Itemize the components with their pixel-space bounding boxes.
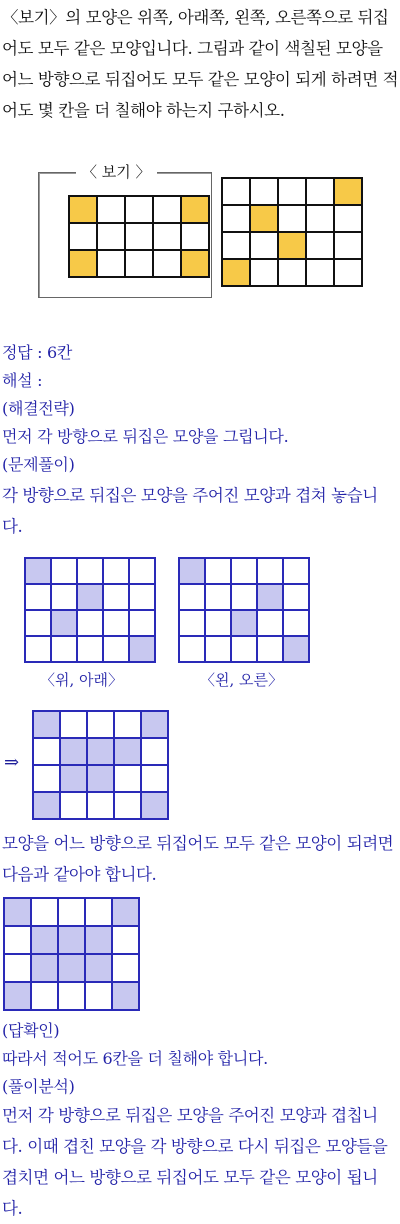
grid-cell-filled [78,585,104,611]
grid-cell [251,260,279,287]
grid-cell-filled [86,927,113,955]
strategy-label: (해결전략) [2,399,75,418]
grid-cell [98,224,126,251]
grid-cell [126,197,154,224]
grid-cell [26,637,52,663]
grid-cell [126,251,154,278]
strategy-text: 먼저 각 방향으로 뒤집은 모양을 그립니다. [2,427,289,446]
grid-cell [34,739,61,766]
grid-cell-filled [88,739,115,766]
grid-cell [32,899,59,927]
grid-cell-filled [115,739,142,766]
grid-cell [232,559,258,585]
grid-cell-filled [182,251,210,278]
grid-cell-filled [32,927,59,955]
grid-cell [98,197,126,224]
grid-cell [307,206,335,233]
solve-text: 각 방향으로 뒤집은 모양을 주어진 모양과 겹쳐 놓습니다. [2,486,378,536]
grid-cell-filled [32,955,59,983]
grid-cell [126,224,154,251]
grid-cell-filled [70,197,98,224]
grid-cell [142,766,169,793]
combined-grid [32,710,169,820]
problem-grid [221,177,363,287]
grid-cell [113,955,140,983]
grid-cell [279,206,307,233]
flip-updown-grid [24,557,156,663]
grid-cell [59,899,86,927]
grid-cell-filled [26,559,52,585]
grid-cell [115,712,142,739]
grid-cell [335,233,363,260]
grid-cell [335,260,363,287]
grid-cell [258,637,284,663]
grid-cell [88,793,115,820]
grid-cell [130,585,156,611]
grid-cell [180,585,206,611]
grid-cell [223,179,251,206]
grid-cell [52,585,78,611]
final-grid [3,897,140,1011]
grid-cell-filled [113,899,140,927]
grid-cell-filled [61,766,88,793]
grid-cell [52,559,78,585]
grid-cell [59,983,86,1011]
example-grid [68,195,210,278]
grid-cell-filled [5,983,32,1011]
grid-cell [335,206,363,233]
grid-cell [86,899,113,927]
grid-cell [251,233,279,260]
grid-cell-filled [335,179,363,206]
grid-cell [5,927,32,955]
grid-cell [26,585,52,611]
example-box-title: 〈 보기 〉 [76,162,157,182]
grid-cell [130,559,156,585]
grid-cell [180,611,206,637]
grid-cell-filled [279,233,307,260]
grid-cell-filled [70,251,98,278]
grid-cell [284,559,310,585]
grid-cell-filled [284,637,310,663]
grid-cell [113,927,140,955]
grid-cell-filled [232,611,258,637]
grid-cell [307,179,335,206]
grid-cell [251,179,279,206]
grid-cell [223,233,251,260]
grid-cell [258,611,284,637]
grid-cell [206,559,232,585]
grid-cell [26,611,52,637]
grid-cell [206,585,232,611]
grid-cell [115,766,142,793]
grid-cell [154,251,182,278]
grid-cell [61,712,88,739]
question-text: 〈보기〉의 모양은 위쪽, 아래쪽, 왼쪽, 오른쪽으로 뒤집어도 모두 같은 모양입니다. 그림과 같이 색칠된 모양을 어느 방향으로 뒤집어도 모두 같은 모양이 되게 하려면 적어도 몇 칸을 더 칠해야 하는지 구하시오. [2,8,399,120]
grid-cell [104,559,130,585]
grid-cell [307,233,335,260]
grid-cell [78,611,104,637]
grid-cell [104,585,130,611]
grid-cell [232,637,258,663]
grid-cell-filled [88,766,115,793]
grid-cell [130,611,156,637]
grid-cell-filled [113,983,140,1011]
check-label: (답확인) [2,1021,60,1040]
grid-cell [32,983,59,1011]
grid-cell [88,712,115,739]
grid-cell [223,206,251,233]
grid-cell-filled [59,927,86,955]
grid-cell-filled [182,197,210,224]
analysis-label: (풀이분석) [2,1077,75,1096]
grid-cell [78,559,104,585]
grid-cell [104,611,130,637]
solve-label: (문제풀이) [2,455,75,474]
grid-cell [70,224,98,251]
grid-cell [78,637,104,663]
grid-cell-filled [130,637,156,663]
grid-cell [61,793,88,820]
grid-cell [182,224,210,251]
grid-cell [206,611,232,637]
grid-cell [232,585,258,611]
flip-leftright-caption: 〈왼, 오른〉 [200,671,284,689]
grid-cell [180,637,206,663]
grid-cell-filled [180,559,206,585]
grid-cell-filled [223,260,251,287]
grid-cell [307,260,335,287]
grid-cell-filled [258,585,284,611]
check-text: 따라서 적어도 6칸을 더 칠해야 합니다. [2,1049,268,1068]
grid-cell [258,559,284,585]
grid-cell-filled [61,739,88,766]
grid-cell [284,585,310,611]
grid-cell [86,983,113,1011]
grid-cell-filled [34,793,61,820]
analysis-text: 먼저 각 방향으로 뒤집은 모양을 주어진 모양과 겹칩니다. 이때 겹친 모양을 각 방향으로 다시 뒤집은 모양들을 겹치면 어느 방향으로 뒤집어도 모두 같은 모양이 됩니다. [2,1106,388,1218]
grid-cell [5,955,32,983]
result-text: 모양을 어느 방향으로 뒤집어도 모두 같은 모양이 되려면 다음과 같아야 합니다. [2,834,394,884]
grid-cell [104,637,130,663]
flip-leftright-grid [178,557,310,663]
grid-cell-filled [86,955,113,983]
grid-cell-filled [59,955,86,983]
grid-cell [98,251,126,278]
grid-cell [154,224,182,251]
arrow-symbol: ⇒ [4,752,20,773]
grid-cell-filled [142,712,169,739]
flip-updown-caption: 〈위, 아래〉 [40,671,124,689]
explanation-label: 해설 : [2,371,43,390]
grid-cell [284,611,310,637]
grid-cell-filled [251,206,279,233]
grid-cell [52,637,78,663]
grid-cell [142,739,169,766]
grid-cell-filled [34,712,61,739]
grid-cell-filled [5,899,32,927]
grid-cell-filled [142,793,169,820]
grid-cell [206,637,232,663]
grid-cell [115,793,142,820]
grid-cell [154,197,182,224]
grid-cell [279,179,307,206]
grid-cell [34,766,61,793]
answer-text: 정답 : 6칸 [2,343,73,362]
grid-cell [279,260,307,287]
grid-cell-filled [52,611,78,637]
